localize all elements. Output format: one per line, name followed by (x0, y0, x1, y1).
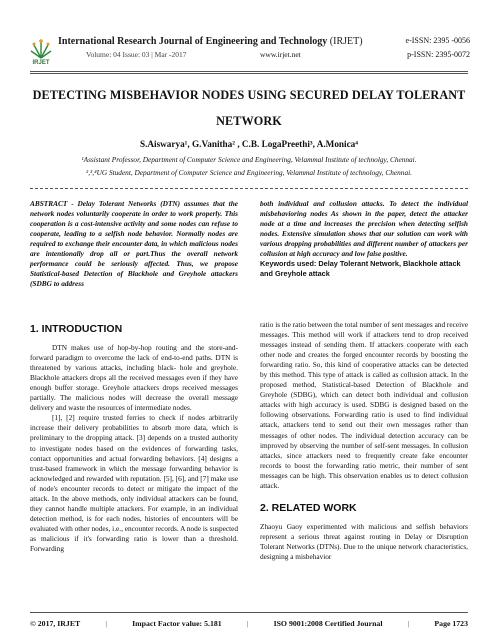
introduction-heading: 1. INTRODUCTION (30, 323, 123, 335)
introduction-paragraph-1: DTN makes use of hop-by-hop routing and the store-and-forward paradigm to overcome the lack of end-to-end paths. DTN is threatened by various attacks, including black- hole and greyhole. Blackhole attackers drops all the received messages even if they have enough buffer storage. Greyhole attackers drops received messages partially. The malicious nodes will decrease the overall message delivery and waste the resources of intermediate nodes. (30, 343, 238, 413)
section-divider (30, 188, 468, 189)
introduction-section (30, 324, 238, 554)
keywords: Keywords used: Delay Tolerant Network, Blackhole attack and Greyhole attack (260, 259, 461, 279)
journal-header (30, 36, 470, 70)
p-issn: p-ISSN: 2395-0072 (407, 50, 470, 59)
right-column (260, 199, 468, 279)
affiliation-2: ²,³,⁴UG Student, Department of Computer Science and Engineering, Velammal Institute of technology, Chennai. (86, 168, 412, 177)
paper-authors: S.Aiswarya¹, G.Vanitha² , C.B. LogaPreethi³, A.Monica⁴ (140, 139, 358, 149)
journal-name: International Research Journal of Engineering and Technology (IRJET) (58, 36, 363, 47)
abstract-left: ABSTRACT - Delay Tolerant Networks (DTN) assumes that the network nodes voluntarily cooperate in order to work properly. This cooperation is a cost-intensive activity and some nodes can refuse to cooperate, leading to a selfish node behavior. Normally nodes are required to exchange their encounter data, in which malicious nodes are intentionally drop all or part.Thus the overall network performance could be seriously affected. Thus, we propose Statistical-based Detection of Blackhole and Greyhole attackers (SDBG to address (30, 199, 238, 289)
impact-factor: Impact Factor value: 5.181 (132, 619, 222, 628)
footer-rule (30, 612, 468, 613)
volume-info: Volume: 04 Issue: 03 | Mar -2017 (86, 50, 187, 59)
right-body (260, 320, 468, 562)
page-number: Page 1723 (434, 619, 468, 628)
paper-title: DETECTING MISBEHAVIOR NODES USING SECURED DELAY TOLERANT NETWORK (32, 88, 466, 128)
introduction-paragraph-2: [1], [2] require trusted ferries to check if nodes arbitrarily increase their delivery probabilities to absorb more data, which is preliminary to the dropping attack. [3] depends on a trusted authority to investigate nodes based on the evidences of forwarding tasks, contact opportunities and actual forwarding behaviors. [4] designs a trust-based framework in which the message forwarding behavior is acknowledged and rewarded with reputation. [5], [6], and [7] make use of node's encounter records to detect or mitigate the impact of the attack. In the above methods, only individual attackers can be found, they cannot handle multiple attackers. For example, in an individual detection method, is for each nodes, histories of encounters will be evaluated with other nodes, i.e., encounter records. A node is suspected as malicious if it's forwarding ratio is lower than a threshold. Forwarding (30, 413, 238, 553)
header-rule (30, 71, 468, 72)
page-footer: © 2017, IRJET | Impact Factor value: 5.181 | ISO 9001:2008 Certified Journal | Page 1723 (30, 619, 468, 628)
abstract-right: both individual and collusion attacks. To detect the individual misbehavioring nodes As shown in the paper, detect the attacker node at a time and increases the precision when detecting selfish nodes. Extensive simulation shows that our solution can work with various dropping probabilities and different number of attackers per collusion at high accuracy and low false positive. (260, 199, 468, 259)
related-work-paragraph: Zhaoyu Gaoy experimented with malicious and selfish behaviors represent a serious threat against routing in Delay or Disruption Tolerant Networks (DTNs). Due to the unique network characteristics, designing a misbehavior (260, 521, 468, 561)
introduction-paragraph-3: ratio is the ratio between the total number of sent messages and receive messages. This method will work if attackers tend to drop received messages instead of sending them. If attackers cooperate with each other node and creates the forged encounter records by boosting the forwarding ratio. So, this kind of cooperative attacks can be detected by this method. This type of attack is called as collusion attack. In the proposed method, Statistical-based Detection of Blackhole and Greyhole (SDBG), which can detect both individual and collusion attacks with high accuracy is used. SDBG is designed based on the following observations. Forwarding ratio is used to find individual attack, attackers tend to send out their own messages rather than messages of other nodes. The individual detection accuracy can be improved by observing the number of self-sent messages. In collusion attacks, since attackers need to frequently create fake encounter records to boost the forwarding ratio metric, their number of sent messages can be high. This observation enables us to detect collusion attack. (260, 320, 468, 490)
affiliation-1: ¹Assistant Professor, Department of Computer Science and Engineering, Velammal Institute of technolgy, Chennai. (81, 155, 417, 164)
logo-text: IRJET (32, 60, 50, 66)
left-column (30, 199, 238, 289)
e-issn: e-ISSN: 2395 -0056 (405, 36, 470, 45)
iso-certification: ISO 9001:2008 Certified Journal (273, 619, 383, 628)
header-rule-2 (30, 73, 468, 74)
related-work-heading: 2. RELATED WORK (260, 501, 357, 514)
copyright: © 2017, IRJET (30, 619, 81, 628)
journal-website: www.irjet.net (260, 50, 301, 59)
